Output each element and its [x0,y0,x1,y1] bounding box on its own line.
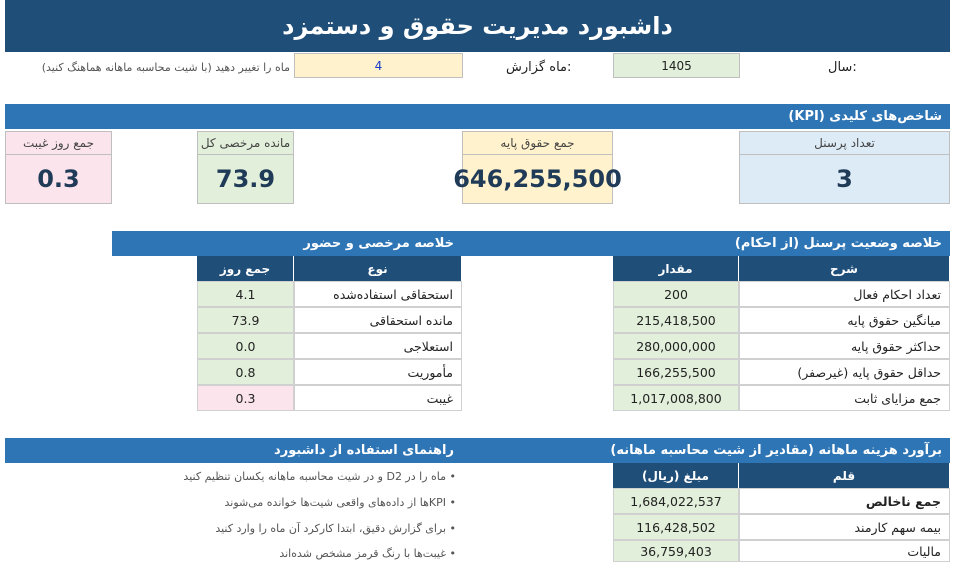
personnel-col-desc: شرح [739,256,950,281]
kpi-absence-label: جمع روز غیبت [5,131,112,155]
page-title: داشبورد مدیریت حقوق و دستمزد [5,0,950,52]
leave-col-type: نوع [294,256,462,281]
leave-row-days: 73.9 [197,307,294,333]
guide-section-title: راهنمای استفاده از داشبورد [5,438,462,463]
personnel-col-value: مقدار [613,256,739,281]
month-hint: ماه را تغییر دهید (با شیت محاسبه ماهانه هماهنگ کنید) [41,60,290,74]
kpi-base-salary-label: جمع حقوق پایه [462,131,613,155]
leave-row-type: غیبت [294,385,462,411]
leave-row-days: 0.0 [197,333,294,359]
leave-row-type: مانده استحقاقی [294,307,462,333]
leave-row-type: استعلاجی [294,333,462,359]
personnel-row-value: 166,255,500 [613,359,739,385]
personnel-row-desc: تعداد احکام فعال [739,281,950,307]
cost-row-amount: 1,684,022,537 [613,488,739,514]
guide-line: • ماه را در D2 و در شیت محاسبه ماهانه یکسان تنظیم کنید [183,469,456,483]
personnel-row-value: 200 [613,281,739,307]
kpi-personnel-value: 3 [739,155,950,204]
leave-row-type: مأموریت [294,359,462,385]
cost-row-item: مالیات [739,540,950,562]
year-input[interactable]: 1405 [613,53,740,78]
cost-row-amount: 116,428,502 [613,514,739,540]
personnel-row-desc: میانگین حقوق پایه [739,307,950,333]
kpi-section-title: شاخص‌های کلیدی (KPI) [5,104,950,129]
personnel-row-desc: حداقل حقوق پایه (غیرصفر) [739,359,950,385]
guide-line: • غیبت‌ها با رنگ قرمز مشخص شده‌اند [279,546,456,560]
personnel-row-desc: جمع مزایای ثابت [739,385,950,411]
leave-section-title: خلاصه مرخصی و حضور [112,231,462,256]
cost-row-amount: 36,759,403 [613,540,739,562]
leave-col-days: جمع روز [197,256,294,281]
personnel-section-title: خلاصه وضعیت پرسنل (از احکام) [462,231,950,256]
month-input[interactable]: 4 [294,53,463,78]
leave-row-days: 0.3 [197,385,294,411]
leave-row-days: 0.8 [197,359,294,385]
kpi-base-salary-value: 646,255,500 [462,155,613,204]
kpi-leave-balance-label: مانده مرخصی کل [197,131,294,155]
kpi-absence-value: 0.3 [5,155,112,204]
kpi-leave-balance-value: 73.9 [197,155,294,204]
personnel-row-value: 1,017,008,800 [613,385,739,411]
leave-row-type: استحقاقی استفاده‌شده [294,281,462,307]
guide-line: • KPIها از داده‌های واقعی شیت‌ها خوانده می‌شوند [224,495,456,509]
personnel-row-value: 280,000,000 [613,333,739,359]
cost-row-item: جمع ناخالص [739,488,950,514]
guide-line: • برای گزارش دقیق، ابتدا کارکرد آن ماه را وارد کنید [215,521,456,535]
personnel-row-value: 215,418,500 [613,307,739,333]
personnel-row-desc: حداکثر حقوق پایه [739,333,950,359]
leave-row-days: 4.1 [197,281,294,307]
cost-section-title: برآورد هزینه ماهانه (مقادیر از شیت محاسبه ماهانه) [462,438,950,463]
cost-col-item: قلم [739,463,950,488]
cost-col-amount: مبلغ (ریال) [613,463,739,488]
year-label: سال: [828,59,857,75]
kpi-personnel-label: تعداد پرسنل [739,131,950,155]
cost-row-item: بیمه سهم کارمند [739,514,950,540]
month-label: ماه گزارش: [506,59,572,75]
